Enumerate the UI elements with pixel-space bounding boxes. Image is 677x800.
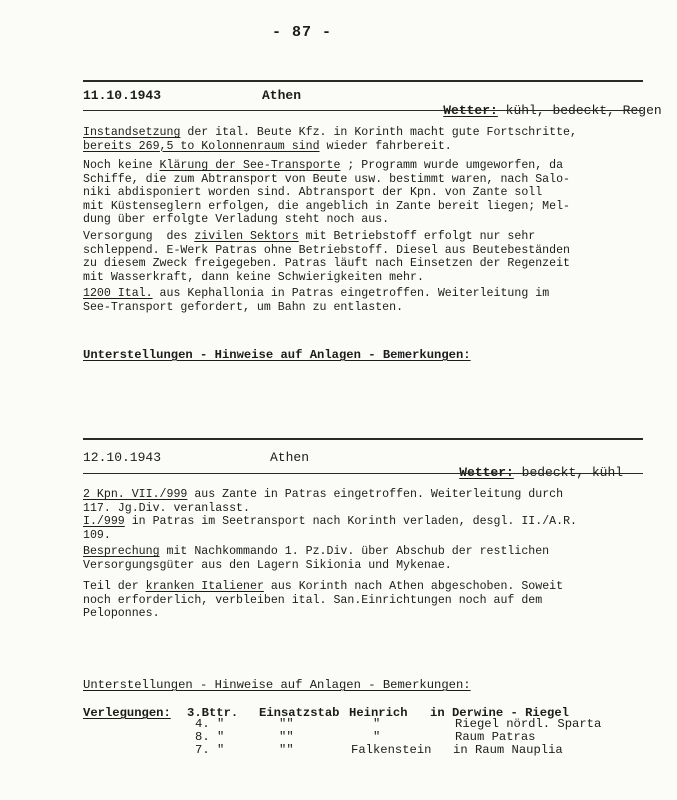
verlegung-move: in Raum Nauplia (453, 743, 563, 757)
text-line: schleppend. E-Werk Patras ohne Betriebstoff. Diesel aus Beutebeständen (83, 243, 571, 257)
text-line: dung über erfolgte Verladung steht noch aus. (83, 213, 390, 226)
text-line: niki abdisponiert worden sind. Abtransport der Kpn. von Zante soll (83, 186, 543, 199)
entry-2-header-rule (83, 473, 643, 474)
entry-2-paragraph-1 (83, 488, 663, 542)
entry-1-paragraph-2 (83, 159, 663, 227)
text-line: aus Korinth nach Athen abgeschoben. Soweit (263, 580, 564, 593)
text-line: aus Kephallonia in Patras eingetroffen. Weiterleitung im (152, 287, 550, 300)
entry-1-paragraph-3 (83, 230, 663, 284)
verlegung-unit: 7. " (195, 743, 225, 757)
keyword: zivilen Sektors (194, 230, 299, 243)
entry-1-remarks-heading: Unterstellungen - Hinweise auf Anlagen - Bemerkungen: (83, 348, 471, 362)
entry-1-paragraph-4 (83, 287, 663, 314)
entry-1-header-rule (83, 110, 643, 111)
text-line: mit Nachkommando 1. Pz.Div. über Abschub der restlichen (159, 545, 550, 558)
entry-1-weather-value: kühl, bedeckt, Regen (505, 103, 662, 118)
text-line: See-Transport gefordert, um Bahn zu entlasten. (83, 300, 404, 314)
entry-1-weather-label: Wetter: (443, 103, 498, 118)
entry-2-place: Athen (270, 450, 310, 465)
keyword: Instandsetzung (83, 126, 181, 139)
verlegung-unit: 4. " (195, 717, 225, 731)
text-line: der ital. Beute Kfz. in Korinth macht gute Fortschritte, (180, 126, 577, 139)
text-prefix: Versorgung des (83, 230, 195, 243)
keyword: 1200 Ital. (83, 287, 153, 300)
verlegung-move: Riegel nördl. Sparta (455, 717, 602, 731)
text-line: Schiffe, die zum Abtransport von Beute usw. bestimmt waren, nach Salo- (83, 172, 571, 186)
verlegung-unit: 3.Bttr. (187, 706, 239, 720)
text-line: wieder fahrbereit. (319, 139, 452, 153)
text-line: aus Zante in Patras eingetroffen. Weiterleitung durch (187, 488, 564, 501)
entry-1-date: 11.10.1943 (83, 88, 162, 103)
entry-2-weather-value: bedeckt, kühl (521, 465, 624, 480)
text-line: 117. Jg.Div. veranlasst. (83, 501, 250, 515)
text-line: noch erforderlich, verbleiben ital. San.Einrichtungen noch auf dem (83, 593, 543, 607)
entry-1-paragraph-1 (83, 126, 663, 153)
text-line: mit Betriebstoff erfolgt nur sehr (298, 230, 536, 243)
entry-2-remarks-heading: Unterstellungen - Hinweise auf Anlagen - Bemerkungen: (83, 678, 471, 692)
text-prefix: Teil der (83, 580, 146, 593)
entry-2-paragraph-3 (83, 580, 663, 621)
entry-1-place: Athen (262, 88, 302, 103)
text-line: 109. (83, 528, 111, 542)
verlegung-staff: Einsatzstab (259, 706, 340, 720)
keyword: Klärung der See-Transporte (159, 159, 341, 172)
verlegung-staff: "" (279, 717, 294, 731)
text-prefix: Noch keine (83, 159, 160, 172)
page-number: - 87 - (272, 24, 333, 41)
text-line: in Patras im Seetransport nach Korinth verladen, desgl. II./A.R. (124, 515, 577, 528)
verlegung-staff: "" (279, 743, 294, 757)
text-line: Peloponnes. (83, 607, 160, 620)
text-line: zu diesem Zweck freigegeben. Patras läuft nach Einsetzen der Regenzeit (83, 257, 571, 270)
text-line: ; Programm wurde umgeworfen, da (340, 159, 564, 172)
keyword: Besprechung (83, 545, 160, 558)
verlegung-name: Falkenstein (351, 743, 432, 757)
keyword: kranken Italiener (145, 580, 264, 593)
verlegung-unit: 8. " (195, 730, 225, 744)
keyword: 2 Kpn. VII./999 (83, 488, 188, 501)
text-line: Versorgungsgüter aus den Lagern Sikionia und Mykenae. (83, 558, 452, 572)
keyword: bereits 269,5 to Kolonnenraum sind (83, 139, 320, 153)
verlegung-move: Raum Patras (455, 730, 536, 744)
verlegungen-label: Verlegungen: (83, 706, 171, 720)
text-line: mit Wasserkraft, dann keine Schwierigkeiten mehr. (83, 270, 424, 284)
verlegung-name: " (373, 717, 381, 731)
entry-2-weather-label: Wetter: (459, 465, 514, 480)
entry-2-date: 12.10.1943 (83, 450, 162, 465)
verlegung-name: Heinrich (349, 706, 408, 720)
verlegung-staff: "" (279, 730, 294, 744)
keyword: I./999 (83, 515, 125, 528)
entry-1-top-rule (83, 80, 643, 82)
text-line: mit Küstenseglern erfolgen, die angeblich in Zante bereit liegen; Mel- (83, 199, 571, 213)
verlegung-move: in Derwine - Riegel (430, 706, 569, 720)
verlegung-name: " (373, 730, 381, 744)
entry-2-paragraph-2 (83, 545, 663, 572)
entry-2-top-rule (83, 438, 643, 440)
